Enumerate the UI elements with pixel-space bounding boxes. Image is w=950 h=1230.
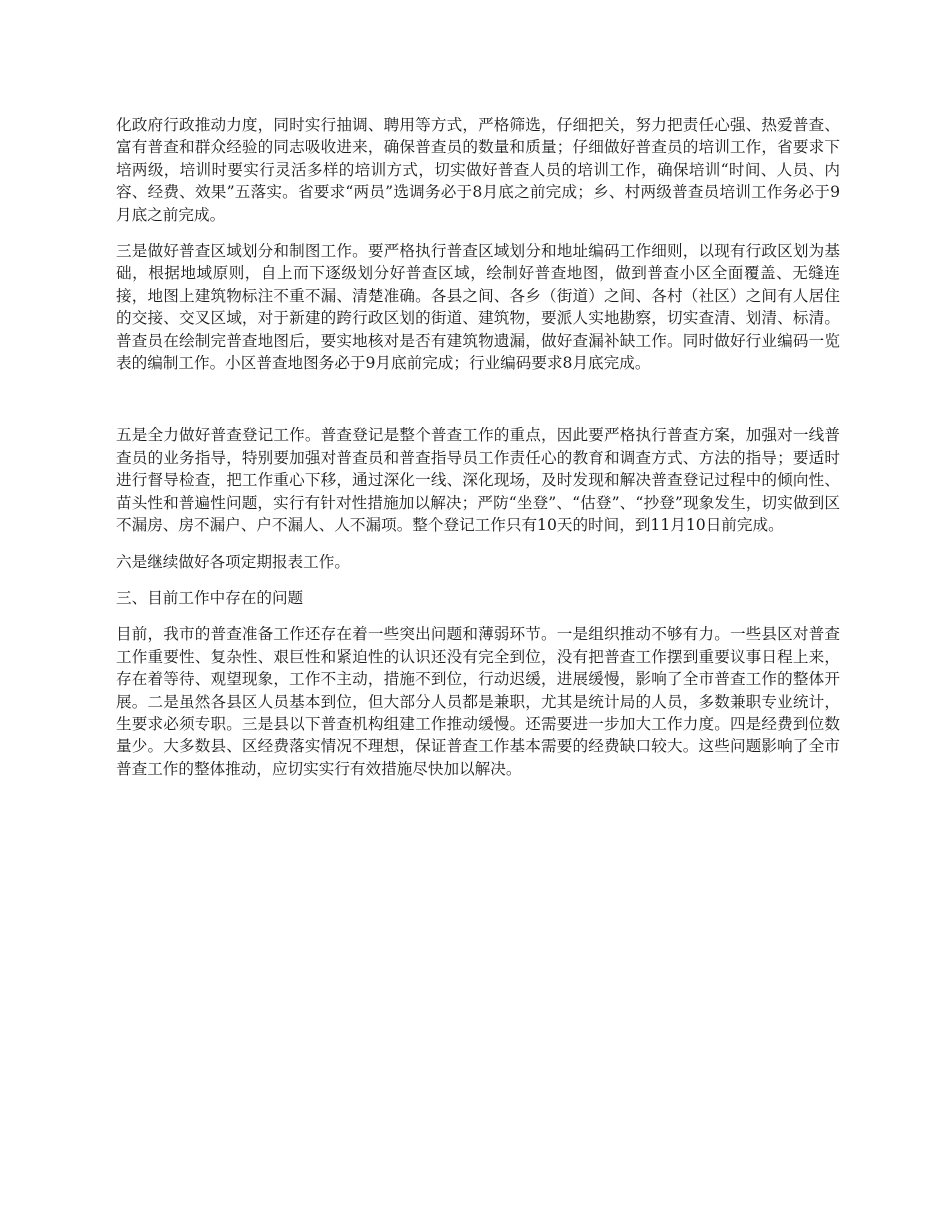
paragraph-registration: 五是全力做好普查登记工作。普查登记是整个普查工作的重点，因此要严格执行普查方案，加强对一线普查员的业务指导，特别要加强对普查员和普查指导员工作责任心的教育和调查方式、方法的指导；要适时进行督导检查，把工作重心下移，通过深化一线、深化现场，及时发现和解决普查登记过程中的倾向性、苗头性和普遍性问题，实行有针对性措施加以解决；严防“坐登”、“估登”、“抄登”现象发生，切实做到区不漏房、房不漏户、户不漏人、人不漏项。整个登记工作只有10天的时间，到11月10日前完成。 — [116, 426, 840, 535]
paragraph-periodic-reports: 六是继续做好各项定期报表工作。 — [116, 552, 350, 571]
paragraph-area-mapping: 三是做好普查区域划分和制图工作。要严格执行普查区域划分和地址编码工作细则，以现有行政区划为基础，根据地域原则，自上而下逐级划分好普查区域，绘制好普查地图，做到普查小区全面覆盖、无缝连接，地图上建筑物标注不重不漏、清楚准确。各县之间、各乡（街道）之间、各村（社区）之间有人居住的交接、交叉区域，对于新建的跨行政区划的街道、建筑物，要派人实地勘察，切实查清、划清、标清。普查员在绘制完普查地图后，要实地核对是否有建筑物遗漏，做好查漏补缺工作。同时做好行业编码一览表的编制工作。小区普查地图务必于9月底前完成；行业编码要求8月底完成。 — [116, 242, 840, 373]
section-heading-problems: 三、目前工作中存在的问题 — [116, 588, 304, 607]
paragraph-current-problems: 目前，我市的普查准备工作还存在着一些突出问题和薄弱环节。一是组织推动不够有力。一些县区对普查工作重要性、复杂性、艰巨性和紧迫性的认识还没有完全到位，没有把普查工作摆到重要议事日程上来，存在着等待、观望现象，工作不主动，措施不到位，行动迟缓，进展缓慢，影响了全市普查工作的整体开展。二是虽然各县区人员基本到位，但大部分人员都是兼职，尤其是统计局的人员，多数兼职专业统计，生要求必须专职。三是县以下普查机构组建工作推动缓慢。还需要进一步加大工作力度。四是经费到位数量少。大多数县、区经费落实情况不理想，保证普查工作基本需要的经费缺口较大。这些问题影响了全市普查工作的整体推动，应切实实行有效措施尽快加以解决。 — [116, 625, 840, 778]
document-body — [116, 114, 840, 794]
paragraph-staffing-training: 化政府行政推动力度，同时实行抽调、聘用等方式，严格筛选，仔细把关，努力把责任心强、热爱普查、富有普查和群众经验的同志吸收进来，确保普查员的数量和质量；仔细做好普查员的培训工作，省要求下培两级，培训时要实行灵活多样的培训方式，切实做好普查人员的培训工作，确保培训“时间、人员、内容、经费、效果”五落实。省要求“两员”选调务必于8月底之前完成；乡、村两级普查员培训工作务必于9月底之前完成。 — [116, 116, 840, 224]
